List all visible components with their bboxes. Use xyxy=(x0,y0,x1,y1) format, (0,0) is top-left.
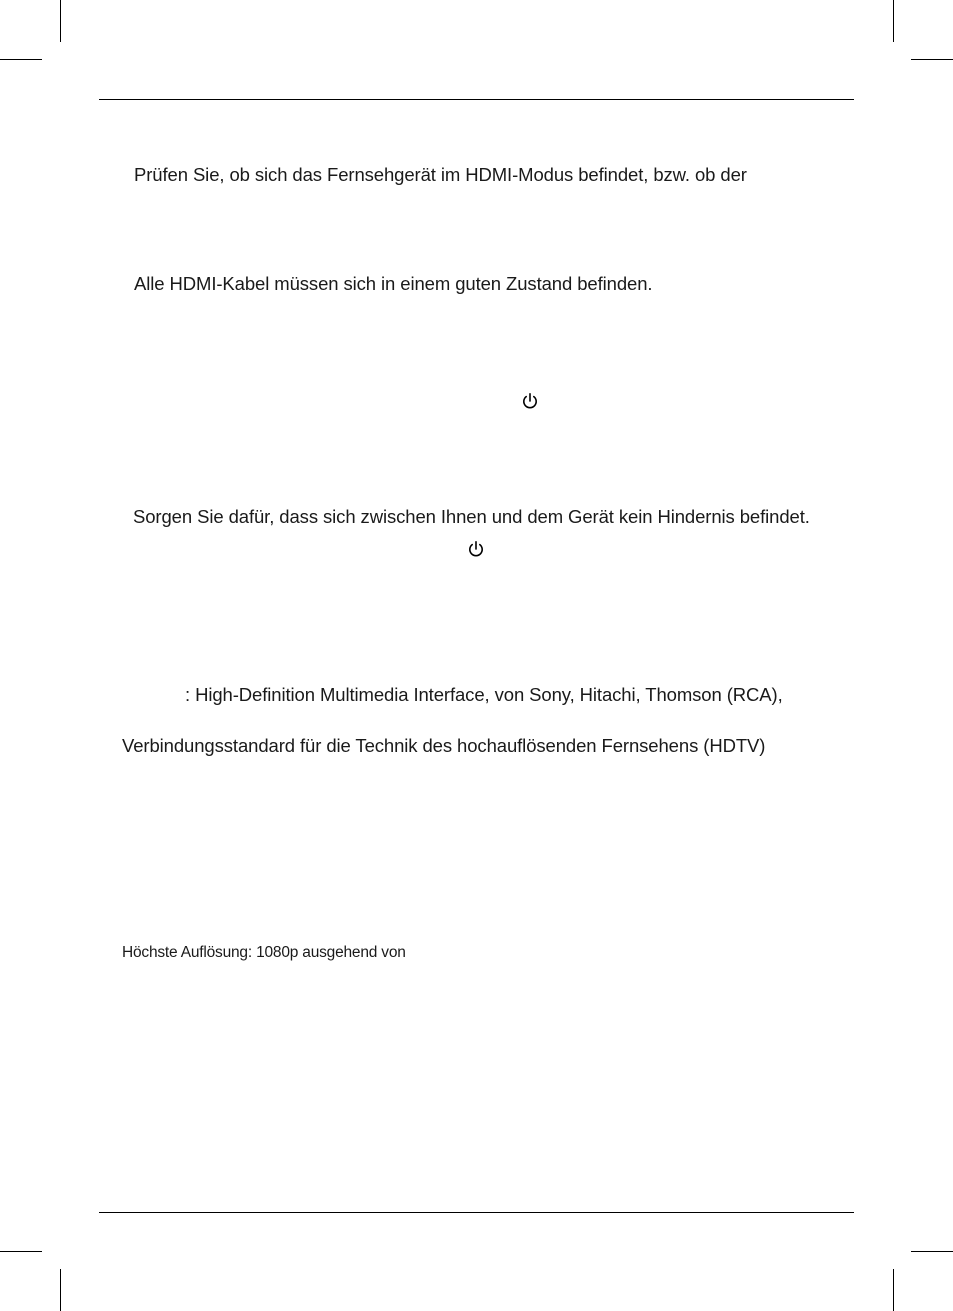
power-icon xyxy=(467,540,485,558)
paragraph-max-resolution: Höchste Auflösung: 1080p ausgehend von xyxy=(122,944,406,961)
paragraph-hdmi-definition: : High-Definition Multimedia Interface, von Sony, Hitachi, Thomson (RCA), xyxy=(185,684,783,705)
crop-mark-top-right-vertical xyxy=(893,0,894,42)
paragraph-no-obstacle: Sorgen Sie dafür, dass sich zwischen Ihnen und dem Gerät kein Hindernis befindet. xyxy=(133,506,810,527)
crop-mark-bottom-right-horizontal xyxy=(911,1251,953,1252)
crop-mark-bottom-right-vertical xyxy=(893,1269,894,1311)
crop-mark-bottom-left-vertical xyxy=(60,1269,61,1311)
crop-mark-top-right-horizontal xyxy=(911,59,953,60)
paragraph-hdtv-standard: Verbindungsstandard für die Technik des hochauflösenden Fernsehens (HDTV) xyxy=(122,735,766,756)
paragraph-hdmi-cable-condition: Alle HDMI-Kabel müssen sich in einem guten Zustand befinden. xyxy=(134,273,653,294)
header-rule xyxy=(99,99,854,100)
crop-mark-top-left-vertical xyxy=(60,0,61,42)
footer-rule xyxy=(99,1212,854,1213)
paragraph-hdmi-mode-check: Prüfen Sie, ob sich das Fernsehgerät im HDMI-Modus befindet, bzw. ob der xyxy=(134,164,747,185)
crop-mark-top-left-horizontal xyxy=(0,59,42,60)
crop-mark-bottom-left-horizontal xyxy=(0,1251,42,1252)
power-icon xyxy=(521,392,539,410)
